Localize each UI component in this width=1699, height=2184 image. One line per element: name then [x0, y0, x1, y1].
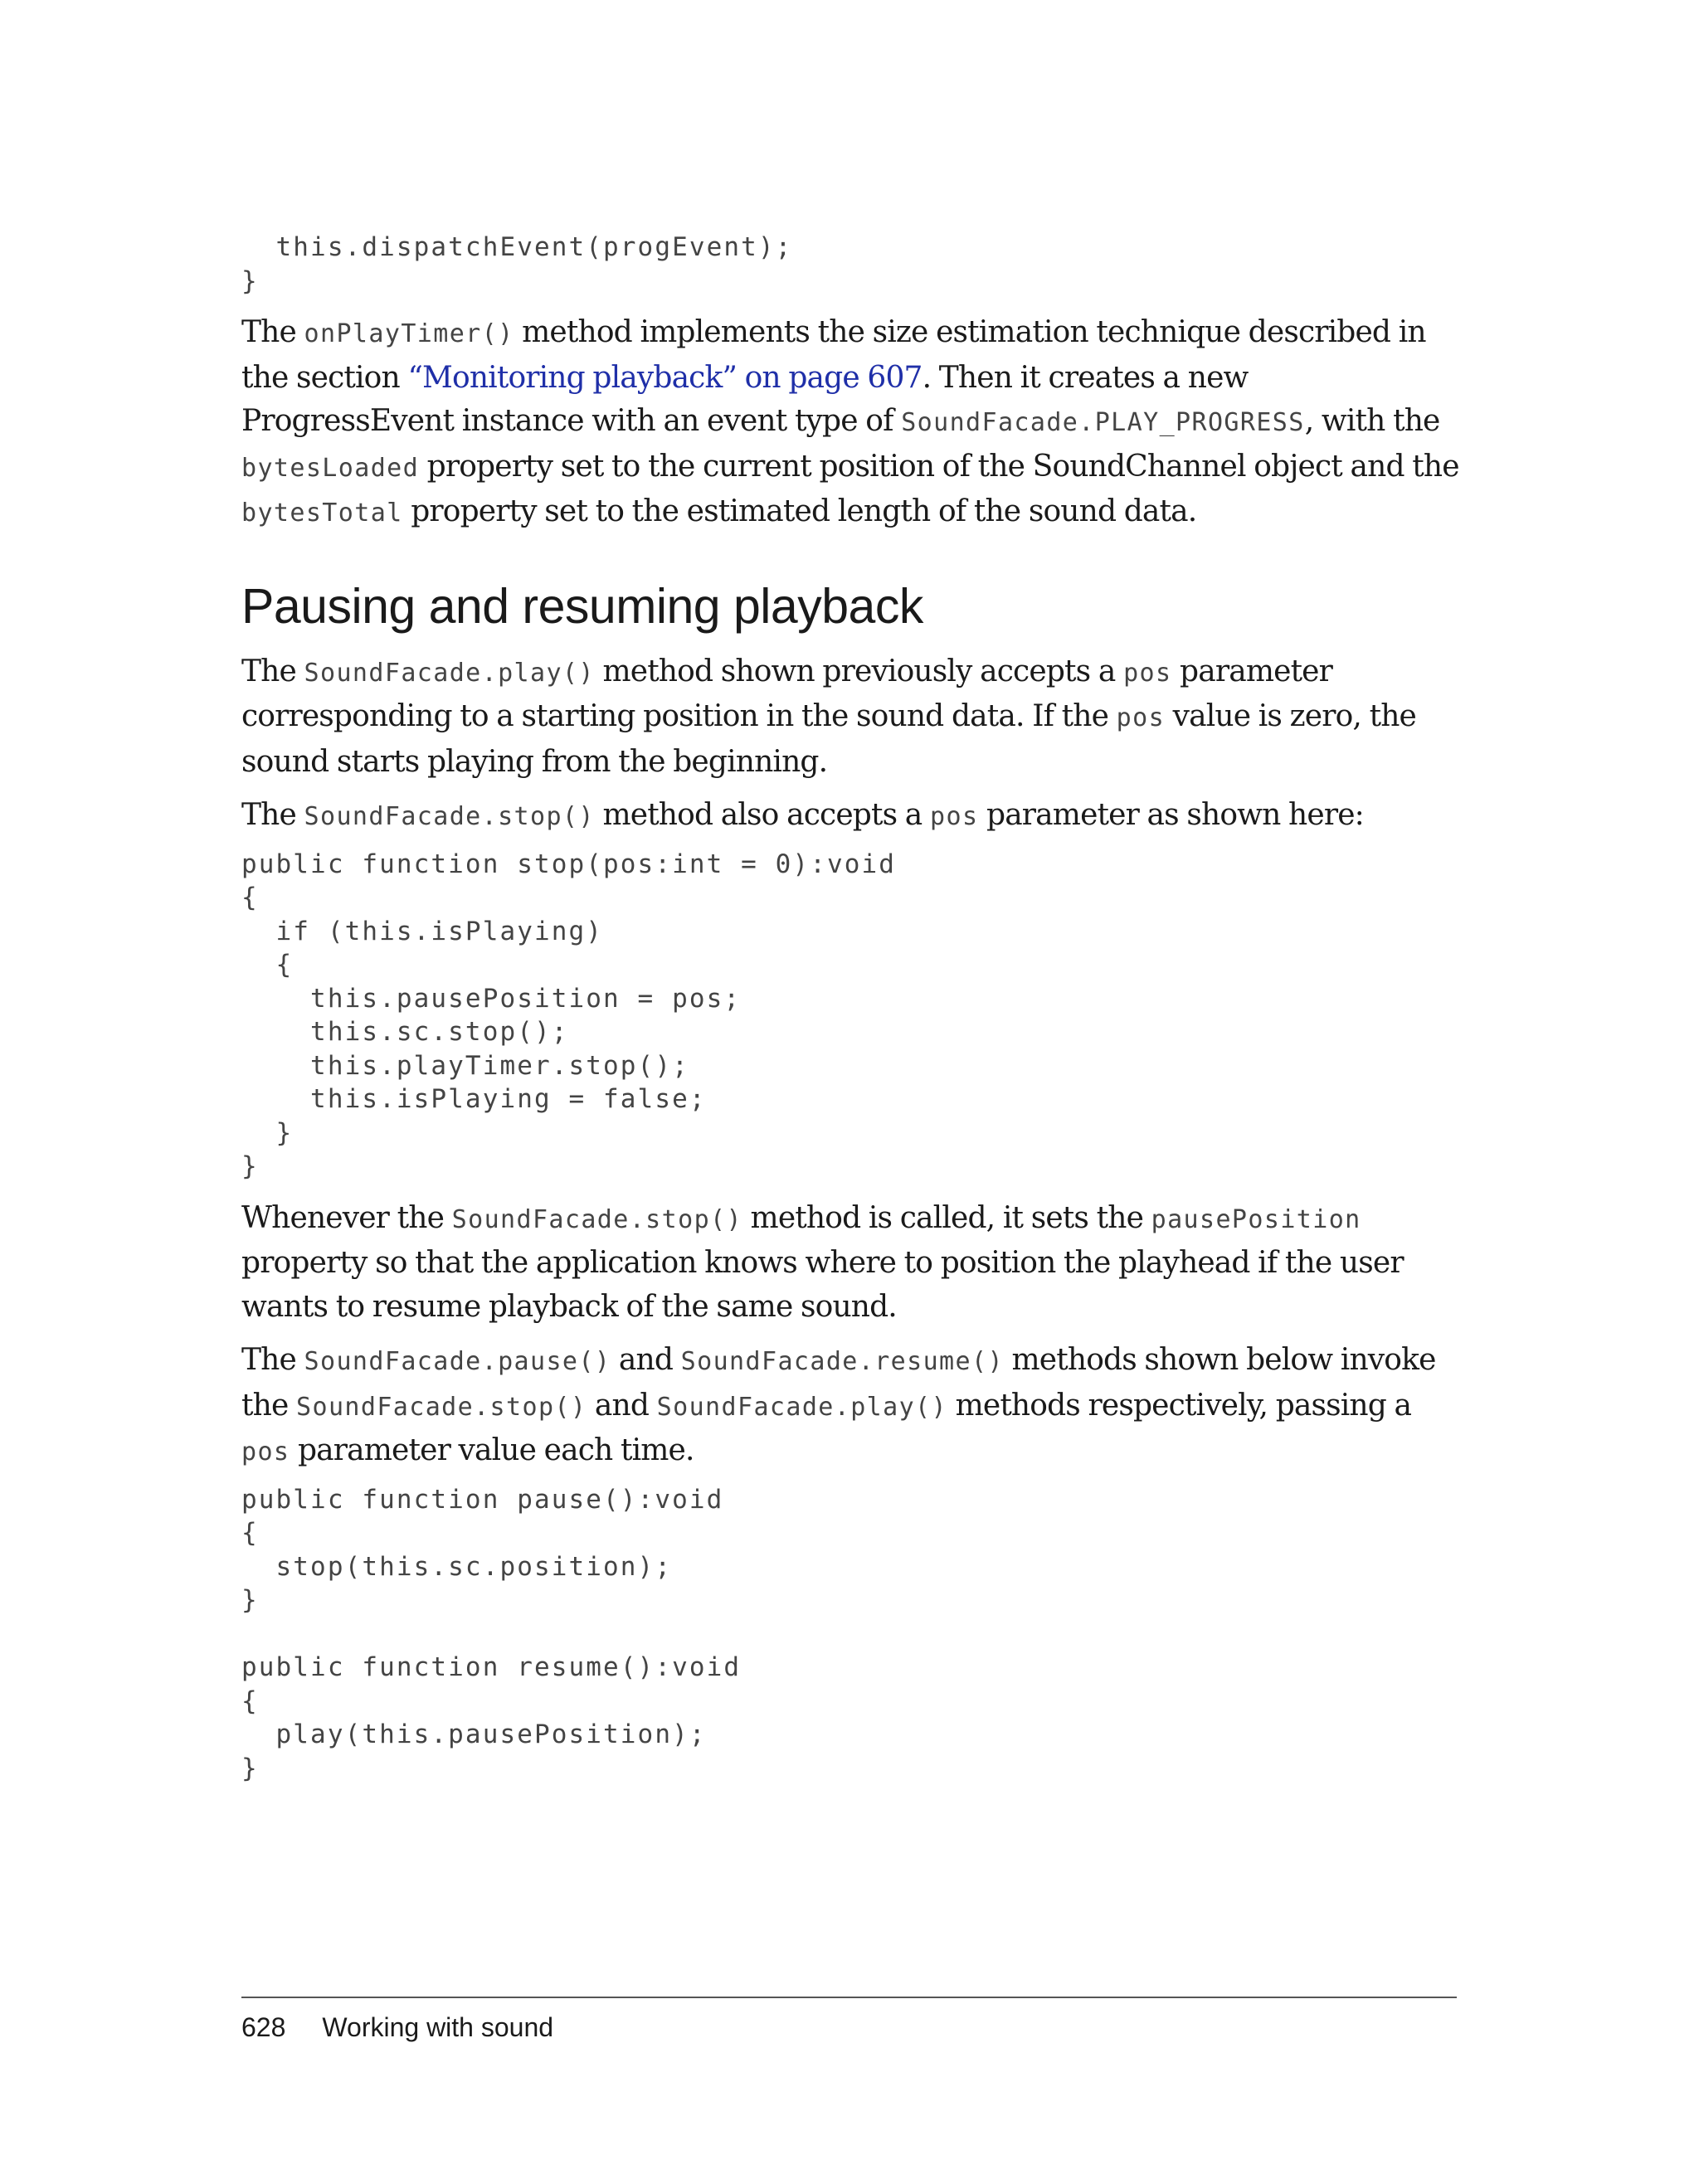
inline-code: onPlayTimer() [304, 319, 514, 348]
text: and [611, 1343, 681, 1377]
text: property so that the application knows where to position the playhead if the user wants to resume playback of the same sound. [241, 1246, 1404, 1324]
text: Whenever the [241, 1200, 452, 1235]
inline-code: pos [930, 802, 979, 831]
text: parameter as shown here: [978, 798, 1364, 832]
inline-code: SoundFacade.resume() [680, 1347, 1004, 1376]
inline-code: SoundFacade.stop() [296, 1392, 587, 1422]
inline-code: SoundFacade.play() [656, 1392, 947, 1422]
footer-section-title: Working with sound [322, 2012, 554, 2042]
text: The [241, 798, 304, 832]
text: value is zero, the sound starts playing from the beginning. [241, 699, 1417, 779]
inline-code: pos [1123, 658, 1172, 688]
inline-code: pausePosition [1151, 1204, 1361, 1234]
text: , with the [1304, 404, 1440, 438]
inline-code: SoundFacade.play() [304, 658, 595, 688]
section-heading: Pausing and resuming playback [241, 578, 923, 634]
code-block-stop-function: public function stop(pos:int = 0):void { if (this.isPlaying) { this.pausePosition = pos; this.sc.stop(); this.playTimer.stop(); this.isPlaying = false; } } [241, 849, 897, 1181]
text: The [241, 1343, 304, 1377]
inline-code: pos [1116, 703, 1166, 732]
page-number: 628 [241, 2012, 286, 2042]
inline-code: SoundFacade.PLAY_PROGRESS [901, 408, 1305, 437]
text: methods shown below invoke the [241, 1343, 1436, 1423]
text: and [587, 1388, 657, 1423]
text: parameter corresponding to a starting position in the sound data. If the [241, 654, 1332, 733]
text: method implements the size estimation technique described in the section [241, 315, 1426, 395]
inline-code: bytesLoaded [241, 453, 420, 483]
text: method also accepts a [594, 798, 931, 832]
inline-code: pos [241, 1437, 290, 1467]
cross-reference-link[interactable]: “Monitoring playback” on page 607 [407, 360, 923, 395]
page-content [241, 231, 1461, 1785]
code-block-pause-resume: public function pause():void { stop(this.sc.position); } public function resume():void { play(this.pausePosition); } [241, 1484, 742, 1783]
paragraph-onplaytimer [241, 311, 1461, 536]
inline-code: SoundFacade.stop() [304, 802, 595, 831]
text: The [241, 315, 304, 349]
paragraph-play-method [241, 650, 1461, 785]
footer-divider [241, 1997, 1457, 1998]
paragraph-stop-method [241, 794, 1461, 839]
text: . Then it creates a new ProgressEvent instance with an event type of [241, 360, 1249, 438]
inline-code: SoundFacade.pause() [304, 1347, 611, 1376]
code-block-dispatch-event: this.dispatchEvent(progEvent); } [241, 232, 793, 296]
text: methods respectively, passing a [947, 1388, 1412, 1423]
paragraph-pause-position [241, 1197, 1461, 1330]
page-footer [241, 2012, 553, 2043]
text: method shown previously accepts a [594, 654, 1124, 688]
inline-code: SoundFacade.stop() [451, 1204, 742, 1234]
inline-code: bytesTotal [241, 499, 403, 528]
text: property set to the current position of the SoundChannel object and the [419, 449, 1459, 484]
text: parameter value each time. [290, 1433, 694, 1467]
text: property set to the estimated length of the sound data. [402, 494, 1197, 528]
text: The [241, 654, 304, 688]
paragraph-pause-resume [241, 1339, 1461, 1475]
text: method is called, it sets the [742, 1200, 1151, 1235]
